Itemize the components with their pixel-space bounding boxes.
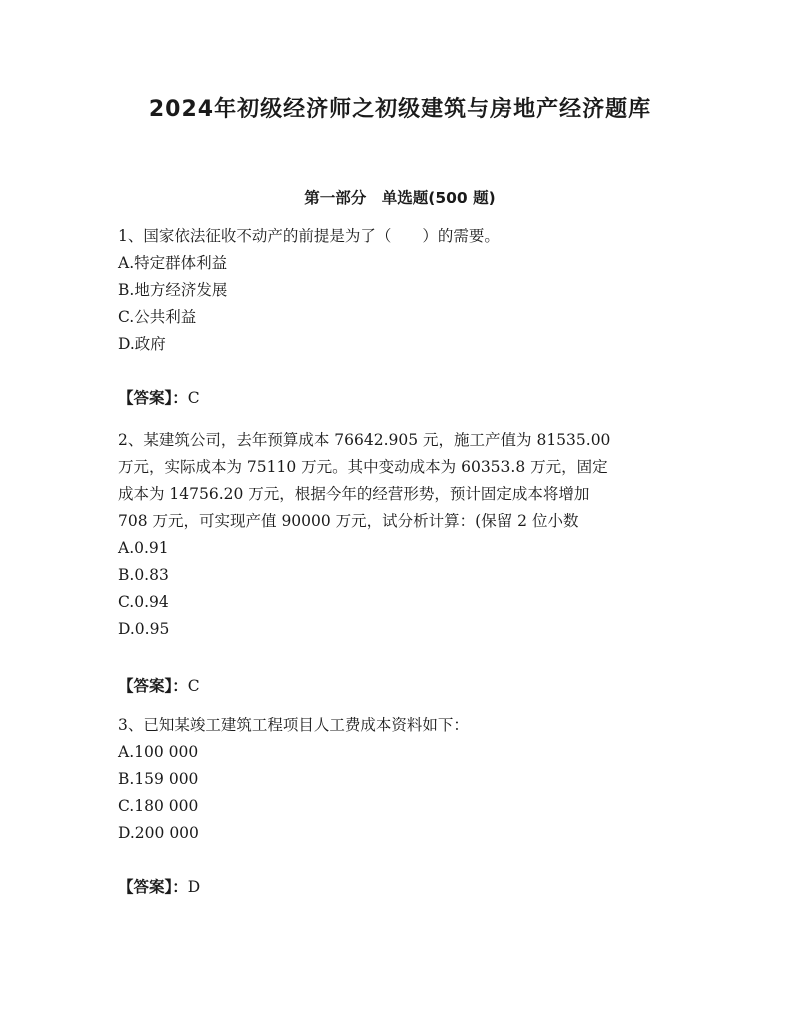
answer-value: D [187,878,201,896]
answer-value: C [187,389,200,407]
question-1-option-b: B.地方经济发展 [118,281,228,299]
question-3-option-c: C.180 000 [118,797,199,815]
question-1-option-a: A.特定群体利益 [118,254,228,272]
question-1-option-d: D.政府 [118,335,166,353]
question-3-stem: 3、已知某竣工建筑工程项目人工费成本资料如下： [118,716,469,734]
question-1-answer [118,388,200,408]
question-3-answer [118,877,200,897]
question-2-stem-line-4: 708 万元，可实现产值 90000 万元，试分析计算：(保留 2 位小数 [118,512,579,530]
question-2-option-b: B.0.83 [118,566,169,584]
answer-label: 【答案】： [118,878,188,896]
answer-label: 【答案】： [118,677,188,695]
answer-value: C [187,677,200,695]
question-1-stem: 1、国家依法征收不动产的前提是为了（ ）的需要。 [118,227,500,245]
question-3-option-d: D.200 000 [118,824,199,842]
question-3-option-b: B.159 000 [118,770,199,788]
question-2-option-c: C.0.94 [118,593,169,611]
question-2-option-a: A.0.91 [118,539,169,557]
question-2-stem-line-3: 成本为 14756.20 万元，根据今年的经营形势，预计固定成本将增加 [118,485,590,503]
section-title: 第一部分 单选题(500 题) [304,189,496,207]
question-2-stem-line-2: 万元，实际成本为 75110 万元。其中变动成本为 60353.8 万元，固定 [118,458,608,476]
document-title: 2024年初级经济师之初级建筑与房地产经济题库 [148,97,652,122]
question-2-answer [118,676,200,696]
question-2-option-d: D.0.95 [118,620,170,638]
answer-label: 【答案】： [118,389,188,407]
question-3-option-a: A.100 000 [118,743,199,761]
question-2-stem-line-1: 2、某建筑公司，去年预算成本 76642.905 元，施工产值为 81535.00 [118,431,611,449]
question-1-option-c: C.公共利益 [118,308,197,326]
